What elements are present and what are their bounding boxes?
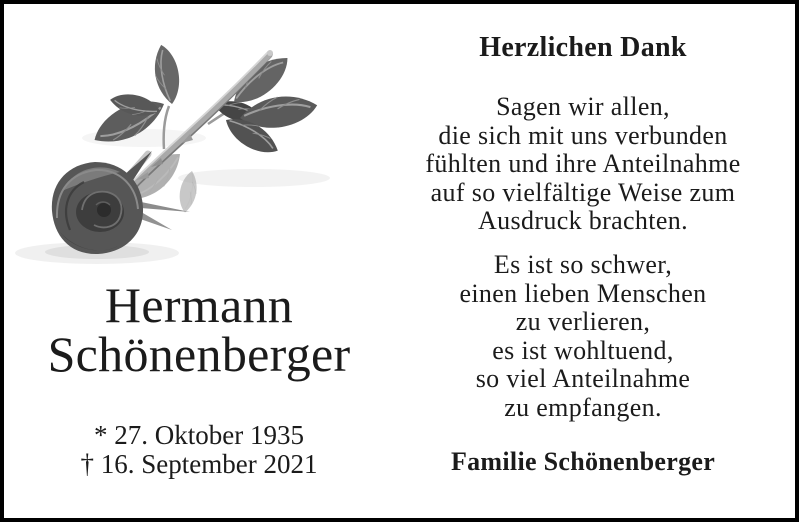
rose-photo-icon — [12, 6, 384, 272]
paragraph-line: Es ist so schwer, — [493, 250, 673, 279]
paragraph-line: fühlten und ihre Anteilnahme — [425, 149, 741, 178]
paragraph-line: die sich mit uns verbunden — [438, 120, 728, 150]
family-signature: Familie Schönenberger — [450, 447, 716, 476]
paragraph-line: auf so vielfältige Weise zum — [430, 177, 736, 207]
paragraph-line: so viel Anteilnahme — [475, 364, 691, 393]
deceased-last-name: Schönenberger — [47, 326, 351, 382]
thanks-paragraph-2 — [399, 251, 767, 422]
deceased-name — [8, 277, 390, 382]
thanks-title: Herzlichen Dank — [479, 32, 687, 63]
paragraph-line: es ist wohltuend, — [492, 335, 674, 365]
paragraph-line: zu verlieren, — [515, 307, 651, 336]
life-dates — [8, 421, 390, 479]
paragraph-line: einen lieben Menschen — [459, 278, 707, 308]
death-date: † 16. September 2021 — [80, 449, 318, 479]
paragraph-line: Sagen wir allen, — [496, 92, 670, 121]
thanks-paragraph-1 — [399, 93, 767, 236]
birth-date: * 27. Oktober 1935 — [94, 420, 304, 450]
deceased-first-name: Hermann — [104, 277, 294, 333]
paragraph-line: zu empfangen. — [504, 392, 662, 422]
paragraph-line: Ausdruck brachten. — [478, 206, 688, 235]
